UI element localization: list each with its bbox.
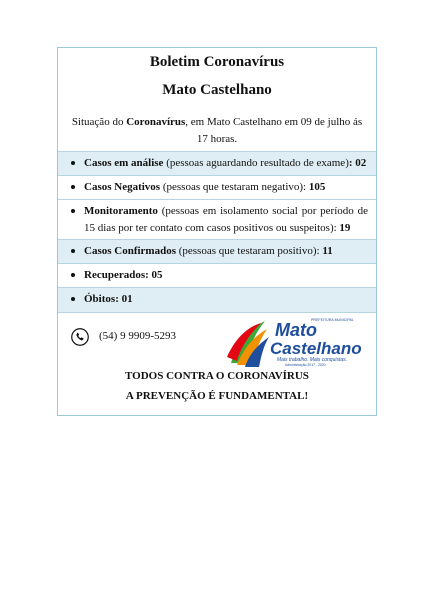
item-label: Óbitos — [84, 293, 116, 305]
item-value: : 02 — [348, 157, 367, 169]
item-text: (pessoas aguardando resultado de exame) — [163, 157, 349, 169]
intro-pre: Situação do — [71, 116, 127, 128]
item-value: 19 — [339, 222, 351, 234]
bullet-icon — [71, 249, 75, 253]
municipality-logo — [225, 313, 371, 369]
phone-number: (54) 9 9909-5293 — [99, 330, 176, 342]
bullet-icon — [71, 161, 75, 165]
bulletin-header — [58, 48, 376, 111]
intro-post: , em Mato Castelhano em 09 de julho ás 17 horas. — [185, 116, 363, 145]
list-item-deaths — [58, 288, 376, 313]
item-label: Recuperados: 05 — [84, 269, 163, 281]
list-item-analysis — [58, 152, 376, 176]
bulletin-subtitle: Mato Castelhano — [162, 82, 272, 98]
bulletin-card — [57, 47, 377, 416]
logo-small: PREFEITURA MUNICIPAL — [311, 318, 354, 322]
list-item-monitoring — [58, 200, 376, 240]
bullet-icon — [71, 209, 75, 213]
logo-tagline: Mais trabalho. Mais conquistas. — [277, 357, 348, 363]
bullet-icon — [71, 185, 75, 189]
item-label: Monitoramento — [84, 205, 158, 217]
item-label: Casos Negativos — [84, 181, 161, 193]
slogan-line2: A PREVENÇÃO É FUNDAMENTAL! — [125, 390, 309, 402]
intro-bold: Coronavírus — [126, 116, 186, 128]
bullet-icon — [71, 297, 75, 301]
logo-line2: Castelhano — [270, 339, 362, 358]
slogan-line1: TODOS CONTRA O CORONAVÍRUS — [125, 370, 309, 382]
logo-admin: Administração 2017 - 2020 — [285, 363, 326, 367]
list-item-confirmed — [58, 240, 376, 264]
list-item-recovered — [58, 264, 376, 288]
intro-text — [58, 110, 376, 152]
item-text: (pessoas que testaram positivo): — [175, 245, 323, 257]
list-item-negative — [58, 176, 376, 200]
bullet-icon — [71, 273, 75, 277]
bulletin-title: Boletim Coronavírus — [149, 54, 285, 70]
phone-icon — [71, 328, 89, 346]
item-label: Casos em análise — [84, 157, 164, 169]
logo-line1: Mato — [275, 320, 317, 340]
item-value: 105 — [308, 181, 326, 193]
bulletin-footer — [58, 313, 376, 415]
item-value: : 01 — [115, 293, 133, 305]
item-label: Casos Confirmados — [84, 245, 176, 257]
item-text: (pessoas em isolamento social por período de 15 dias por ter contato com casos positivos ou suspeitos): — [84, 205, 368, 234]
item-text: (pessoas que testaram negativo): — [160, 181, 309, 193]
item-value: 11 — [322, 245, 333, 257]
